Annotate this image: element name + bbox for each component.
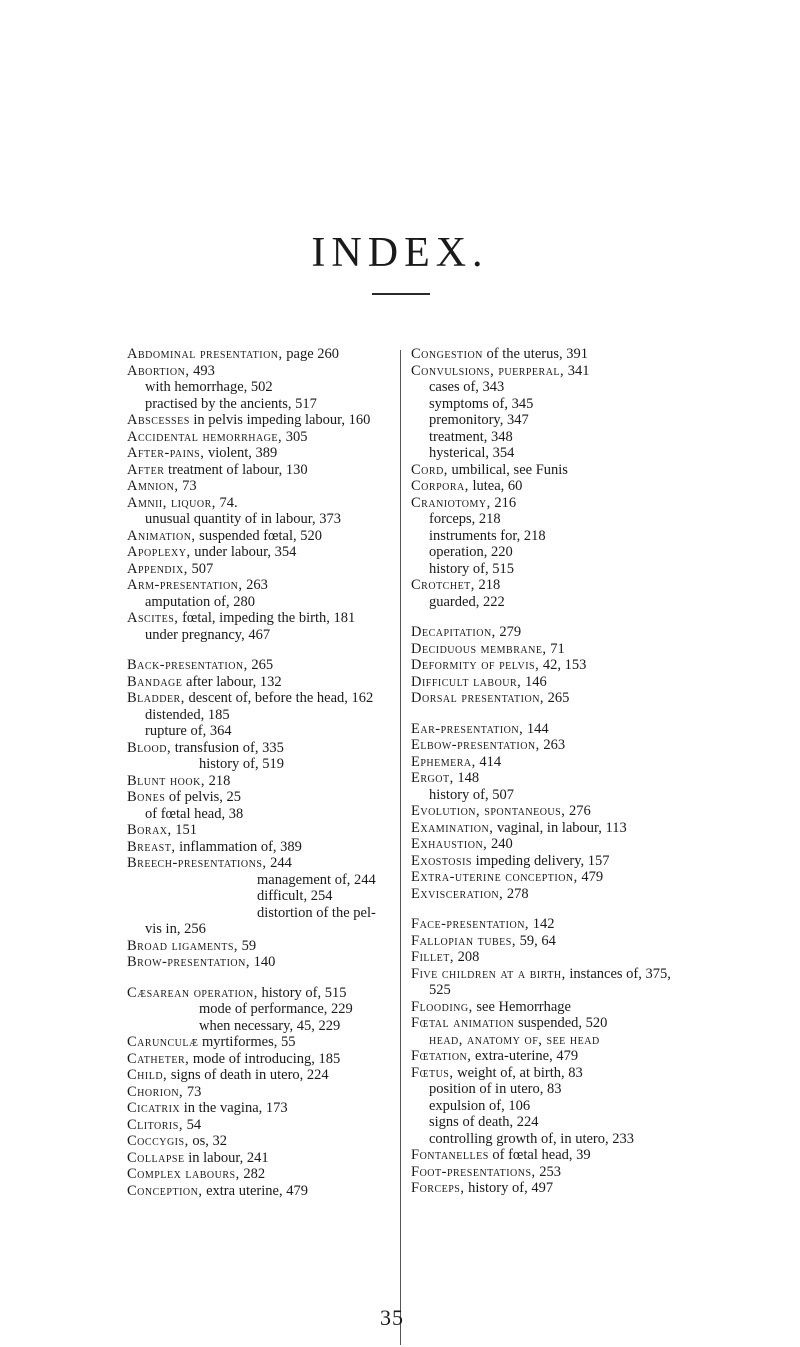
entry-text: page 260: [282, 346, 340, 362]
index-entry: [411, 1147, 791, 1164]
entry-heading: Chorion,: [127, 1083, 184, 1100]
index-entry: [127, 1100, 395, 1117]
entry-heading: Appendix,: [127, 560, 188, 577]
index-entry: [127, 690, 395, 707]
entry-heading: Foot-presentations,: [411, 1163, 536, 1180]
entry-text: signs of death, 224: [429, 1114, 539, 1130]
entry-heading: Examination,: [411, 819, 494, 836]
index-subentry: [411, 1098, 791, 1115]
entry-heading: Brow-presentation,: [127, 954, 250, 970]
entry-text: forceps, 218: [429, 511, 501, 527]
entry-text: fœtal, impeding the birth, 181: [178, 610, 356, 626]
entry-text: with hemorrhage, 502: [145, 379, 273, 395]
entry-text: 148: [453, 770, 480, 786]
index-entry: [411, 462, 791, 479]
index-entry: [127, 657, 395, 674]
index-column-right: [411, 346, 791, 1197]
entry-text: in labour, 241: [184, 1149, 269, 1166]
entry-text: inflammation of, 389: [175, 838, 302, 855]
index-entry: [411, 1065, 791, 1082]
index-entry: [127, 855, 395, 872]
index-entry: [127, 610, 395, 627]
entry-text: 276: [565, 803, 591, 819]
index-entry: [127, 1166, 395, 1183]
entry-heading: Bones: [127, 789, 166, 805]
index-entry: [127, 478, 395, 495]
index-entry: [411, 363, 791, 380]
entry-text: umbilical, see Funis: [447, 461, 568, 478]
entry-heading: Fœtus,: [411, 1064, 454, 1081]
index-subentry: [127, 379, 395, 396]
entry-text: 73: [178, 478, 197, 494]
entry-text: suspended, 520: [514, 1015, 608, 1031]
index-entry: [411, 1180, 791, 1197]
index-subentry: [127, 1018, 395, 1035]
index-entry: [411, 1015, 791, 1032]
index-entry: [127, 938, 395, 955]
entry-heading: Blunt hook,: [127, 772, 205, 789]
entry-text: instances of, 375,: [565, 965, 671, 982]
entry-text: 479: [577, 869, 604, 885]
entry-heading: Bladder,: [127, 690, 185, 706]
index-entry: [127, 1150, 395, 1167]
entry-heading: Ergot,: [411, 770, 454, 786]
entry-text: violent, 389: [204, 445, 278, 461]
entry-heading: Deciduous membrane,: [411, 640, 547, 657]
index-entry: [411, 803, 791, 820]
index-subentry: [411, 594, 791, 611]
index-entry: [411, 933, 791, 950]
entry-text: 146: [521, 673, 547, 690]
entry-heading: Craniotomy,: [411, 494, 491, 511]
entry-text: extra uterine, 479: [202, 1182, 308, 1199]
index-subentry: [411, 511, 791, 528]
index-entry: [127, 412, 395, 429]
entry-text: under pregnancy, 467: [145, 626, 271, 643]
entry-text: 59: [238, 937, 257, 954]
index-subentry: [411, 982, 791, 999]
entry-heading: Amnion,: [127, 478, 179, 494]
index-subentry: [127, 888, 395, 905]
entry-text: of pelvis, 25: [165, 789, 242, 805]
entry-heading: Convulsions, puerperal,: [411, 362, 565, 379]
entry-text: 341: [564, 362, 590, 379]
entry-text: in the vagina, 173: [180, 1100, 288, 1116]
index-entry: [411, 1048, 791, 1065]
entry-heading: Fœtation,: [411, 1048, 472, 1064]
entry-text: descent of, before the head, 162: [184, 690, 374, 706]
entry-heading: Cicatrix: [127, 1100, 181, 1116]
index-entry: [411, 999, 791, 1016]
entry-heading: Difficult labour,: [411, 673, 522, 690]
entry-text: 263: [242, 577, 268, 593]
entry-text: 216: [490, 494, 517, 511]
entry-heading: Collapse: [127, 1149, 185, 1166]
entry-heading: Catheter,: [127, 1050, 190, 1067]
index-entry: [411, 624, 791, 641]
entry-text: distortion of the pel-: [257, 904, 376, 921]
index-subentry: [127, 511, 395, 528]
entry-heading: Decapitation,: [411, 624, 496, 640]
entry-heading: Back-presentation,: [127, 657, 248, 673]
entry-text: myrtiformes, 55: [198, 1034, 296, 1050]
index-entry: [127, 985, 395, 1002]
entry-text: practised by the ancients, 517: [145, 395, 317, 412]
index-subentry: [411, 1081, 791, 1098]
entry-text: guarded, 222: [429, 593, 505, 610]
entry-text: history of, 515: [429, 560, 514, 577]
page-title: INDEX.: [311, 230, 489, 276]
entry-heading: Exhaustion,: [411, 836, 488, 852]
index-subentry: [411, 396, 791, 413]
entry-text: 244: [266, 855, 292, 871]
index-subentry: [411, 379, 791, 396]
index-column-left: [127, 346, 395, 1199]
entry-text: impeding delivery, 157: [471, 852, 610, 869]
index-entry: [411, 1164, 791, 1181]
entry-text: hysterical, 354: [429, 445, 515, 461]
entry-text: difficult, 254: [257, 888, 333, 904]
index-entry: [127, 1133, 395, 1150]
entry-text: mode of performance, 229: [199, 1001, 353, 1017]
entry-heading: Breech-presentations,: [127, 855, 267, 871]
entry-heading: Bandage: [127, 673, 183, 690]
index-entry: [411, 690, 791, 707]
entry-text: 279: [495, 624, 522, 640]
entry-text: 278: [503, 885, 529, 902]
index-entry: [127, 495, 395, 512]
index-entry: [127, 462, 395, 479]
index-entry: [411, 949, 791, 966]
entry-text: 240: [487, 836, 513, 852]
entry-text: 73: [183, 1083, 202, 1100]
index-entry: [127, 429, 395, 446]
entry-heading: Blood,: [127, 739, 172, 756]
entry-text: 265: [544, 690, 570, 706]
title-rule: [372, 293, 430, 295]
entry-heading: Borax,: [127, 822, 172, 838]
index-entry: [411, 770, 791, 787]
entry-text: symptoms of, 345: [429, 395, 534, 412]
entry-text: 493: [189, 362, 215, 379]
index-entry: [127, 445, 395, 462]
index-entry: [411, 916, 791, 933]
index-entry: [411, 657, 791, 674]
index-subentry: [411, 1032, 791, 1049]
index-entry: [127, 577, 395, 594]
entry-heading: Broad ligaments,: [127, 937, 239, 954]
index-subentry: [127, 396, 395, 413]
index-entry: [411, 853, 791, 870]
index-entry: [411, 820, 791, 837]
index-subentry: [411, 544, 791, 561]
index-entry: [411, 577, 791, 594]
index-entry: [127, 1051, 395, 1068]
entry-text: history of, 515: [257, 984, 347, 1001]
entry-heading: Fœtal animation: [411, 1015, 515, 1031]
entry-heading: Cæsarean operation,: [127, 984, 258, 1001]
index-entry: [127, 363, 395, 380]
entry-heading: Crotchet,: [411, 577, 475, 593]
entry-heading: Evolution, spontaneous,: [411, 803, 566, 819]
index-subentry: [127, 872, 395, 889]
index-entry: [411, 495, 791, 512]
index-subentry: [127, 905, 395, 922]
index-entry: [411, 641, 791, 658]
entry-text: history of, 497: [464, 1180, 554, 1196]
entry-text: rupture of, 364: [145, 723, 232, 739]
entry-text: lutea, 60: [468, 478, 523, 494]
index-subentry: [127, 806, 395, 823]
entry-heading: Exvisceration,: [411, 885, 504, 902]
entry-heading: Elbow-presentation,: [411, 737, 540, 753]
entry-text: after labour, 132: [182, 673, 282, 690]
entry-text: suspended fœtal, 520: [195, 527, 322, 544]
entry-text: 142: [529, 916, 555, 932]
entry-text: vis in, 256: [145, 921, 206, 937]
index-subentry: [411, 1114, 791, 1131]
entry-text: 42, 153: [539, 657, 587, 673]
entry-heading: Ascites,: [127, 610, 179, 626]
index-entry: [127, 346, 395, 363]
index-entry: [411, 721, 791, 738]
index-subentry: [127, 1001, 395, 1018]
entry-text: 305: [282, 428, 308, 445]
index-subentry: [411, 561, 791, 578]
entry-text: history of, 519: [199, 756, 284, 772]
index-subentry: [127, 627, 395, 644]
entry-text: 218: [204, 772, 231, 789]
entry-heading: Fillet,: [411, 949, 454, 965]
entry-heading: Complex labours,: [127, 1166, 240, 1182]
column-divider: [400, 350, 401, 1345]
index-entry: [127, 839, 395, 856]
entry-heading: Five children at a birth,: [411, 965, 566, 982]
entry-text: 253: [535, 1163, 562, 1180]
entry-heading: Carunculæ: [127, 1034, 199, 1050]
entry-heading: Clitoris,: [127, 1116, 183, 1133]
entry-heading: Fontanelles: [411, 1147, 489, 1163]
index-entry: [127, 773, 395, 790]
index-entry: [411, 836, 791, 853]
entry-text: operation, 220: [429, 544, 513, 560]
entry-heading: Apoplexy,: [127, 544, 191, 560]
index-subentry: [411, 1131, 791, 1148]
entry-text: history of, 507: [429, 786, 514, 803]
index-entry: [411, 674, 791, 691]
index-subentry: [127, 723, 395, 740]
entry-text: 151: [171, 822, 198, 838]
entry-text: signs of death in utero, 224: [167, 1067, 329, 1083]
entry-heading: Abortion,: [127, 362, 190, 379]
entry-text: distended, 185: [145, 706, 230, 723]
index-subentry: [411, 445, 791, 462]
index-entry: [127, 740, 395, 757]
entry-heading: Arm-presentation,: [127, 577, 243, 593]
entry-text: 208: [453, 949, 480, 965]
index-entry: [127, 1117, 395, 1134]
index-entry: [127, 822, 395, 839]
entry-text: premonitory, 347: [429, 412, 529, 428]
entry-text: when necessary, 45, 229: [199, 1017, 341, 1034]
entry-text: cases of, 343: [429, 379, 505, 395]
entry-text: expulsion of, 106: [429, 1097, 531, 1114]
entry-text: amputation of, 280: [145, 593, 255, 610]
entry-heading: Face-presentation,: [411, 916, 530, 932]
entry-heading: After-pains,: [127, 445, 205, 461]
index-entry: [411, 754, 791, 771]
index-subentry: [127, 756, 395, 773]
entry-heading: Forceps,: [411, 1180, 465, 1196]
entry-text: os, 32: [188, 1133, 227, 1149]
entry-text: 218: [474, 577, 501, 593]
entry-heading: Cord,: [411, 461, 448, 478]
entry-heading: Dorsal presentation,: [411, 690, 545, 706]
entry-heading: Conception,: [127, 1182, 203, 1199]
entry-text: 265: [247, 657, 274, 673]
entry-text: 282: [239, 1166, 266, 1182]
index-entry: [127, 1183, 395, 1200]
index-subentry: [411, 429, 791, 446]
entry-heading: Exostosis: [411, 852, 472, 869]
index-entry: [411, 478, 791, 495]
entry-heading: After: [127, 461, 165, 478]
entry-text: 59, 64: [515, 932, 556, 949]
index-entry: [127, 1067, 395, 1084]
entry-text: extra-uterine, 479: [471, 1048, 579, 1064]
entry-heading: Corpora,: [411, 478, 469, 494]
entry-text: weight of, at birth, 83: [453, 1064, 583, 1081]
entry-heading: Child,: [127, 1067, 168, 1083]
entry-heading: Animation,: [127, 527, 196, 544]
index-entry: [411, 886, 791, 903]
index-entry: [411, 737, 791, 754]
entry-heading: Accidental hemorrhage,: [127, 428, 283, 445]
index-entry: [411, 346, 791, 363]
entry-text: mode of introducing, 185: [189, 1050, 341, 1067]
entry-text: 263: [539, 737, 566, 753]
entry-text: of the uterus, 391: [482, 346, 588, 362]
entry-text: 414: [475, 753, 502, 770]
entry-heading: Abscesses: [127, 412, 190, 428]
entry-text: unusual quantity of in labour, 373: [145, 511, 341, 527]
index-subentry: [411, 787, 791, 804]
entry-text: management of, 244: [257, 871, 376, 888]
entry-heading: Deformity of pelvis,: [411, 657, 540, 673]
entry-heading: Ear-presentation,: [411, 720, 524, 737]
entry-heading: Ephemera,: [411, 753, 476, 770]
index-entry: [127, 544, 395, 561]
entry-text: position of in utero, 83: [429, 1081, 562, 1097]
entry-text: 54: [182, 1116, 202, 1133]
entry-heading: Abdominal presentation,: [127, 346, 283, 362]
index-entry: [127, 789, 395, 806]
page-number: 35: [380, 1305, 404, 1330]
index-entry: [411, 966, 791, 983]
entry-text: treatment, 348: [429, 428, 513, 445]
index-entry: [127, 561, 395, 578]
entry-text: see Hemorrhage: [472, 998, 571, 1015]
entry-heading: Flooding,: [411, 998, 473, 1015]
index-subentry: [127, 594, 395, 611]
entry-text: 507: [187, 560, 214, 577]
entry-heading: Extra-uterine conception,: [411, 869, 578, 885]
entry-text: head, anatomy of, see head: [429, 1031, 600, 1048]
index-entry: [127, 674, 395, 691]
index-entry: [127, 954, 395, 971]
entry-text: instruments for, 218: [429, 527, 546, 544]
entry-heading: Breast,: [127, 838, 176, 855]
index-subentry: [411, 528, 791, 545]
entry-heading: Fallopian tubes,: [411, 932, 516, 949]
index-entry: [127, 528, 395, 545]
entry-text: of fœtal head, 39: [488, 1147, 591, 1163]
index-subentry: [127, 707, 395, 724]
entry-text: of fœtal head, 38: [145, 805, 244, 822]
index-entry: [127, 1084, 395, 1101]
entry-text: 71: [546, 640, 565, 657]
index-entry: [127, 1034, 395, 1051]
entry-heading: Amnii, liquor,: [127, 494, 216, 511]
entry-text: in pelvis impeding labour, 160: [189, 412, 371, 428]
entry-text: 525: [429, 982, 451, 998]
entry-text: treatment of labour, 130: [164, 461, 308, 478]
entry-heading: Coccygis,: [127, 1133, 189, 1149]
entry-text: transfusion of, 335: [171, 739, 284, 756]
entry-text: 144: [523, 720, 549, 737]
entry-text: vaginal, in labour, 113: [493, 819, 627, 836]
index-subentry: [411, 412, 791, 429]
index-entry: [411, 869, 791, 886]
entry-text: 140: [250, 954, 276, 970]
entry-text: controlling growth of, in utero, 233: [429, 1130, 634, 1147]
entry-text: under labour, 354: [190, 544, 297, 560]
index-subentry: [127, 921, 395, 938]
entry-text: 74.: [215, 494, 238, 511]
entry-heading: Congestion: [411, 346, 483, 362]
